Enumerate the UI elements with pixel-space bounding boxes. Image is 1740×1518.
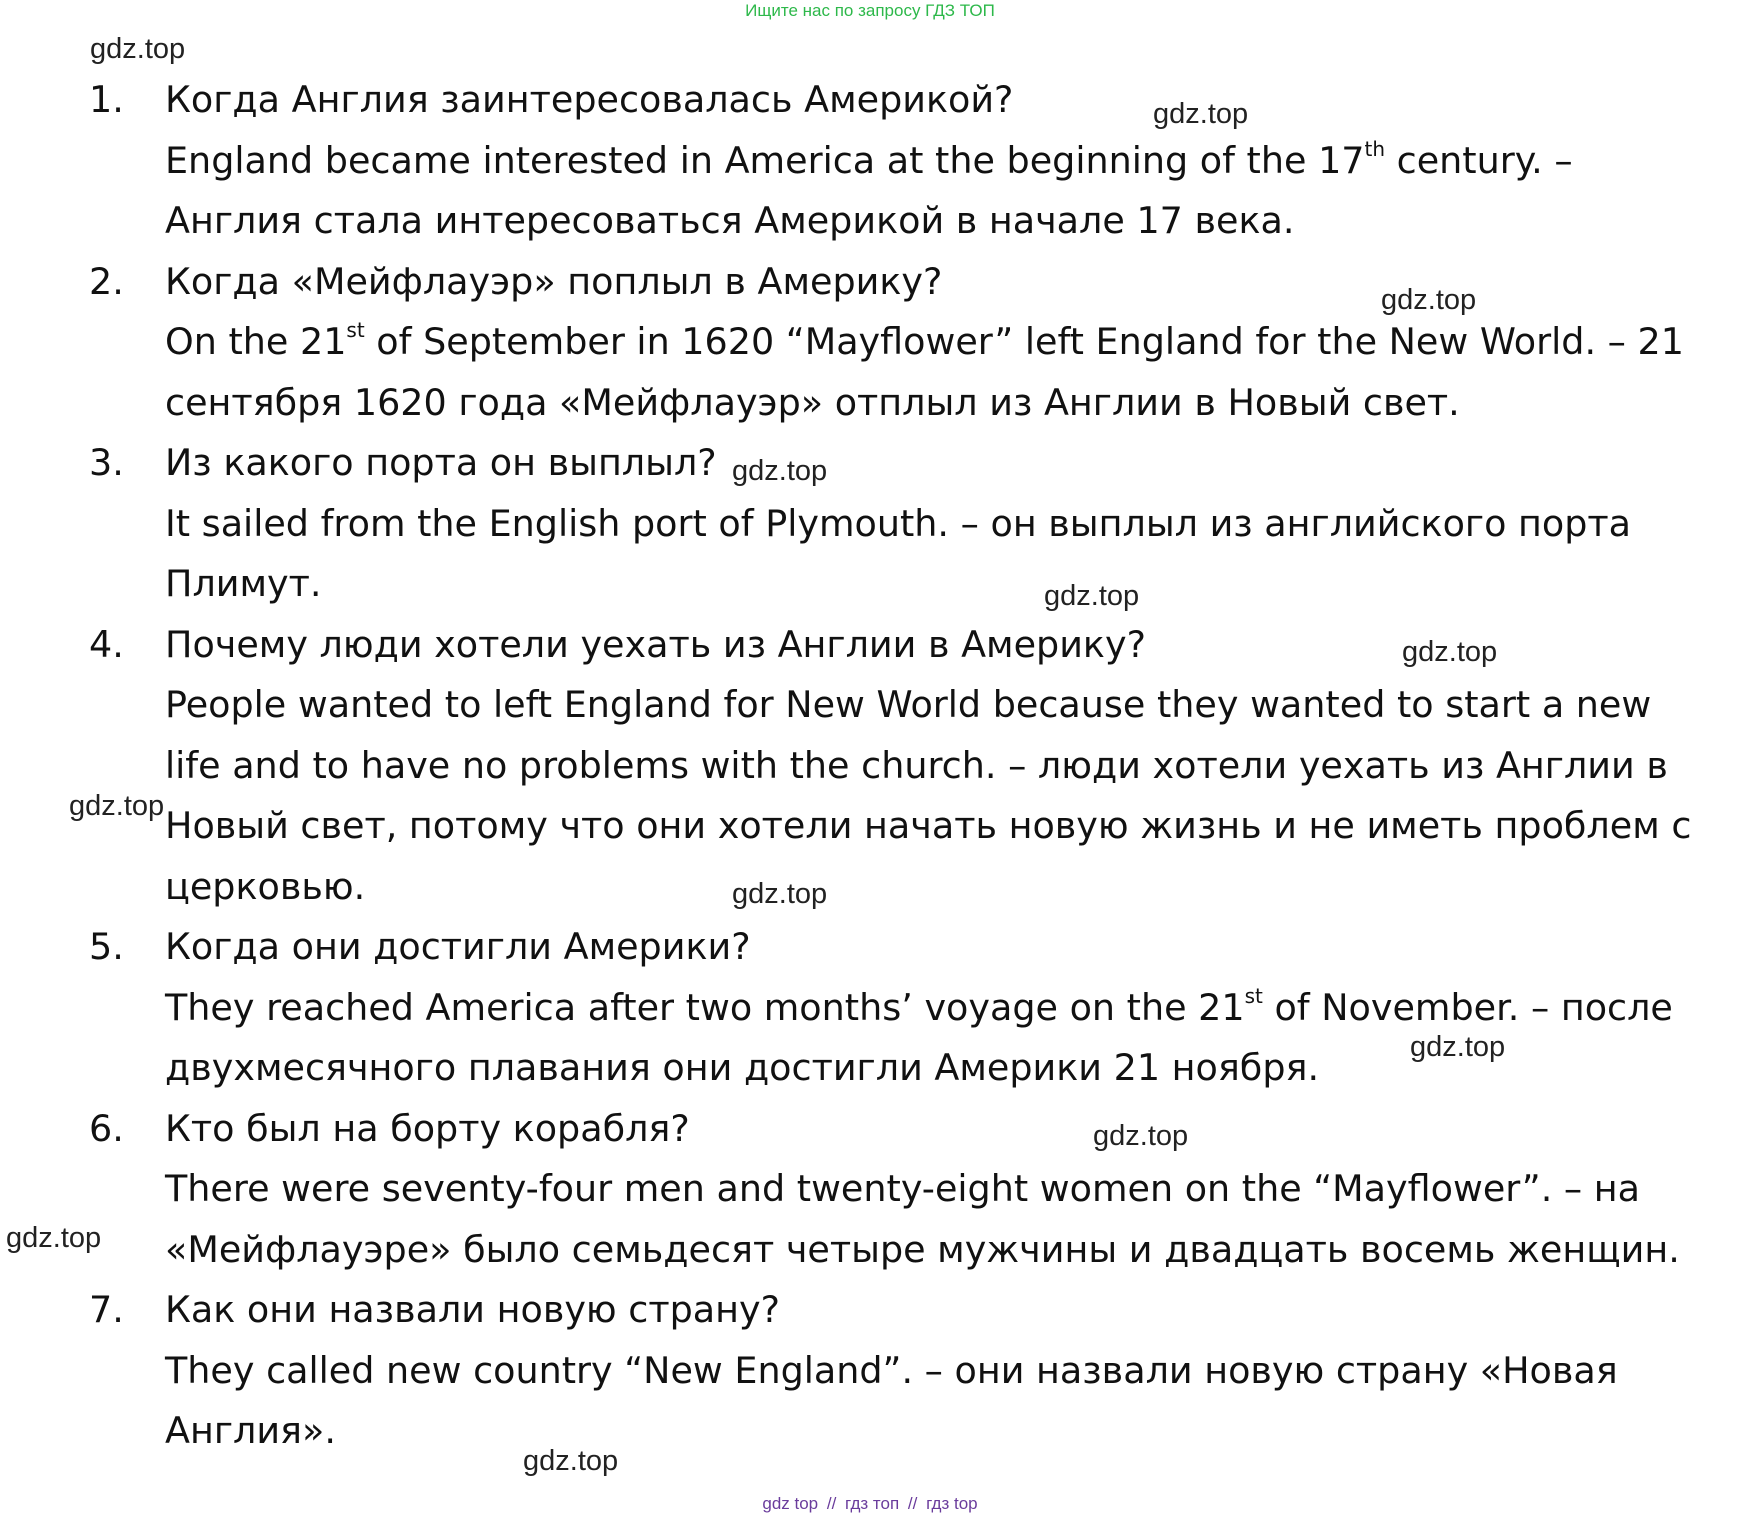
question-text: Когда они достигли Америки? (165, 925, 751, 968)
answer-line: двухмесячного плавания они достигли Америки 21 ноября. (165, 1046, 1320, 1089)
footer-separator: // (826, 1494, 837, 1513)
answer-line: «Мейфлауэре» было семьдесят четыре мужчины и двадцать восемь женщин. (165, 1227, 1680, 1271)
question-text: Из какого порта он выплыл? (165, 441, 717, 484)
watermark: gdz.top (1402, 636, 1498, 668)
answer-line: People wanted to left England for New World because they wanted to start a new (165, 683, 1652, 726)
answer-line: On the 21st of September in 1620 “Mayflower” left England for the New World. – 21 (165, 318, 1684, 363)
question-number: 3. (89, 441, 124, 484)
question-text: Как они назвали новую страну? (165, 1288, 780, 1331)
answer-line: Плимут. (165, 562, 322, 605)
question-number: 6. (89, 1106, 124, 1150)
question-item-5 (0, 917, 1740, 1099)
ordinal-suffix: st (1244, 983, 1263, 1008)
question-item-3 (0, 433, 1740, 615)
question-number: 1. (89, 78, 124, 121)
watermark: gdz.top (1093, 1120, 1189, 1152)
answer-line: They reached America after two months’ voyage on the 21st of November. – после (165, 983, 1673, 1029)
answer-line: There were seventy-four men and twenty-eight women on the “Mayflower”. – на (165, 1167, 1641, 1210)
footer-link[interactable]: гдз топ (845, 1494, 900, 1513)
question-number: 5. (89, 925, 124, 968)
answer-line: церковью. (165, 864, 366, 908)
question-number: 4. (89, 622, 124, 666)
answer-line: сентября 1620 года «Мейфлауэр» отплыл из Англии в Новый свет. (165, 380, 1460, 424)
footer-links (0, 1493, 1740, 1515)
answer-line: England became interested in America at the beginning of the 17th century. – (165, 136, 1573, 182)
question-item-1 (0, 70, 1740, 252)
watermark: gdz.top (1044, 580, 1140, 612)
question-text: Кто был на борту корабля? (165, 1106, 690, 1150)
question-number: 2. (89, 259, 124, 303)
answer-line: Новый свет, потому что они хотели начать новую жизнь и не иметь проблем с (165, 804, 1692, 847)
answer-line: life and to have no problems with the church. – люди хотели уехать из Англии в (165, 743, 1668, 787)
watermark: gdz.top (1381, 284, 1477, 316)
footer-separator: // (907, 1494, 918, 1513)
footer-link[interactable]: гдз top (926, 1494, 978, 1513)
answer-line: They called new country “New England”. – они назвали новую страну «Новая (165, 1348, 1618, 1392)
question-text: Почему люди хотели уехать из Англии в Америку? (165, 622, 1146, 666)
search-banner: Ищите нас по запросу ГДЗ ТОП (745, 1, 995, 20)
question-item-7 (0, 1280, 1740, 1462)
watermark: gdz.top (1153, 98, 1249, 130)
question-list (0, 70, 1740, 1462)
watermark: gdz.top (523, 1445, 619, 1477)
ordinal-suffix: th (1364, 136, 1386, 161)
watermark: gdz.top (6, 1222, 102, 1254)
answer-line: Англия». (165, 1409, 336, 1452)
question-text: Когда Англия заинтересовалась Америкой? (165, 78, 1014, 121)
question-text: Когда «Мейфлауэр» поплыл в Америку? (165, 259, 943, 303)
watermark: gdz.top (732, 455, 828, 487)
watermark: gdz.top (732, 878, 828, 910)
question-number: 7. (89, 1288, 124, 1331)
watermark: gdz.top (1410, 1031, 1506, 1063)
watermark: gdz.top (90, 33, 186, 65)
question-item-2 (0, 252, 1740, 434)
question-item-6 (0, 1099, 1740, 1281)
watermark: gdz.top (69, 790, 165, 822)
answer-line: It sailed from the English port of Plymouth. – он выплыл из английского порта (165, 501, 1632, 545)
answer-line: Англия стала интересоваться Америкой в начале 17 века. (165, 199, 1295, 242)
footer-link[interactable]: gdz top (762, 1494, 819, 1513)
ordinal-suffix: st (346, 318, 365, 342)
